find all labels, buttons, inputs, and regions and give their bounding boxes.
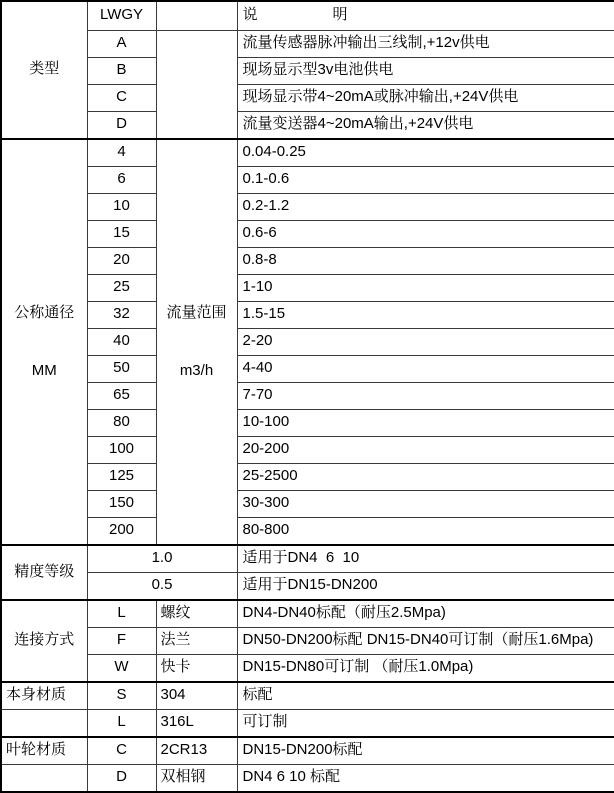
- flow-range-value-cell: 2-20: [237, 328, 614, 355]
- dn-cell: 150: [87, 490, 156, 517]
- connection-code-cell: W: [87, 654, 156, 682]
- impeller-material-name-cell: 双相钢: [156, 764, 237, 792]
- type-desc-cell: 流量变送器4~20mA输出,+24V供电: [237, 111, 614, 139]
- dn-cell: 32: [87, 301, 156, 328]
- category-cell-empty: [1, 709, 87, 737]
- connection-name-cell: 法兰: [156, 627, 237, 654]
- type-desc-cell: 现场显示型3v电池供电: [237, 57, 614, 84]
- impeller-material-code-cell: C: [87, 737, 156, 765]
- impeller-material-desc-cell: DN4 6 10 标配: [237, 764, 614, 792]
- category-cell-accuracy: 精度等级: [1, 545, 87, 600]
- dn-cell: 20: [87, 247, 156, 274]
- model-header-cell: LWGY: [87, 1, 156, 30]
- flow-range-label-line1: 流量范围: [166, 303, 227, 321]
- dn-cell: 6: [87, 166, 156, 193]
- category-cell-connection: 连接方式: [1, 600, 87, 682]
- dn-cell: 40: [87, 328, 156, 355]
- connection-code-cell: L: [87, 600, 156, 628]
- type-desc-cell: 流量传感器脉冲输出三线制,+12v供电: [237, 30, 614, 57]
- flow-range-label-cell: [156, 139, 237, 545]
- flow-range-value-cell: 0.2-1.2: [237, 193, 614, 220]
- flow-range-value-cell: 25-2500: [237, 463, 614, 490]
- accuracy-grade-cell: 1.0: [87, 545, 237, 573]
- dn-cell: 50: [87, 355, 156, 382]
- diameter-label-line1: 公称通径: [14, 303, 75, 321]
- impeller-material-desc-cell: DN15-DN200标配: [237, 737, 614, 765]
- flow-range-value-cell: 0.1-0.6: [237, 166, 614, 193]
- category-cell-empty: [1, 764, 87, 792]
- empty-cell: [156, 1, 237, 30]
- flow-range-value-cell: 10-100: [237, 409, 614, 436]
- connection-desc-cell: DN15-DN80可订制 （耐压1.0Mpa): [237, 654, 614, 682]
- dn-cell: 100: [87, 436, 156, 463]
- connection-name-cell: 快卡: [156, 654, 237, 682]
- dn-cell: 80: [87, 409, 156, 436]
- flow-range-value-cell: 1.5-15: [237, 301, 614, 328]
- flow-range-label-line2: m3/h: [179, 362, 214, 380]
- category-cell-diameter: [1, 139, 87, 545]
- type-code-cell: A: [87, 30, 156, 57]
- type-code-cell: C: [87, 84, 156, 111]
- impeller-material-code-cell: D: [87, 764, 156, 792]
- body-material-desc-cell: 标配: [237, 682, 614, 710]
- description-header-cell: 说 明: [237, 1, 614, 30]
- empty-cell: [156, 30, 237, 139]
- category-cell-type: 类型: [1, 1, 87, 139]
- category-cell-body-material: 本身材质: [1, 682, 87, 710]
- type-code-cell: B: [87, 57, 156, 84]
- connection-name-cell: 螺纹: [156, 600, 237, 628]
- connection-desc-cell: DN50-DN200标配 DN15-DN40可订制（耐压1.6Mpa): [237, 627, 614, 654]
- accuracy-desc-cell: 适用于DN15-DN200: [237, 572, 614, 600]
- body-material-desc-cell: 可订制: [237, 709, 614, 737]
- flow-range-value-cell: 1-10: [237, 274, 614, 301]
- category-cell-impeller-material: 叶轮材质: [1, 737, 87, 765]
- type-code-cell: D: [87, 111, 156, 139]
- body-material-name-cell: 316L: [156, 709, 237, 737]
- body-material-code-cell: S: [87, 682, 156, 710]
- dn-cell: 65: [87, 382, 156, 409]
- flow-range-value-cell: 4-40: [237, 355, 614, 382]
- flow-range-value-cell: 0.6-6: [237, 220, 614, 247]
- flow-range-value-cell: 20-200: [237, 436, 614, 463]
- accuracy-desc-cell: 适用于DN4 6 10: [237, 545, 614, 573]
- body-material-name-cell: 304: [156, 682, 237, 710]
- impeller-material-name-cell: 2CR13: [156, 737, 237, 765]
- flow-range-value-cell: 80-800: [237, 517, 614, 545]
- flow-range-value-cell: 7-70: [237, 382, 614, 409]
- dn-cell: 25: [87, 274, 156, 301]
- dn-cell: 10: [87, 193, 156, 220]
- dn-cell: 15: [87, 220, 156, 247]
- flow-range-value-cell: 0.8-8: [237, 247, 614, 274]
- dn-cell: 4: [87, 139, 156, 167]
- connection-code-cell: F: [87, 627, 156, 654]
- diameter-label-line2: MM: [31, 362, 57, 380]
- flow-range-value-cell: 0.04-0.25: [237, 139, 614, 167]
- type-desc-cell: 现场显示带4~20mA或脉冲输出,+24V供电: [237, 84, 614, 111]
- flow-range-value-cell: 30-300: [237, 490, 614, 517]
- accuracy-grade-cell: 0.5: [87, 572, 237, 600]
- dn-cell: 200: [87, 517, 156, 545]
- connection-desc-cell: DN4-DN40标配（耐压2.5Mpa): [237, 600, 614, 628]
- dn-cell: 125: [87, 463, 156, 490]
- body-material-code-cell: L: [87, 709, 156, 737]
